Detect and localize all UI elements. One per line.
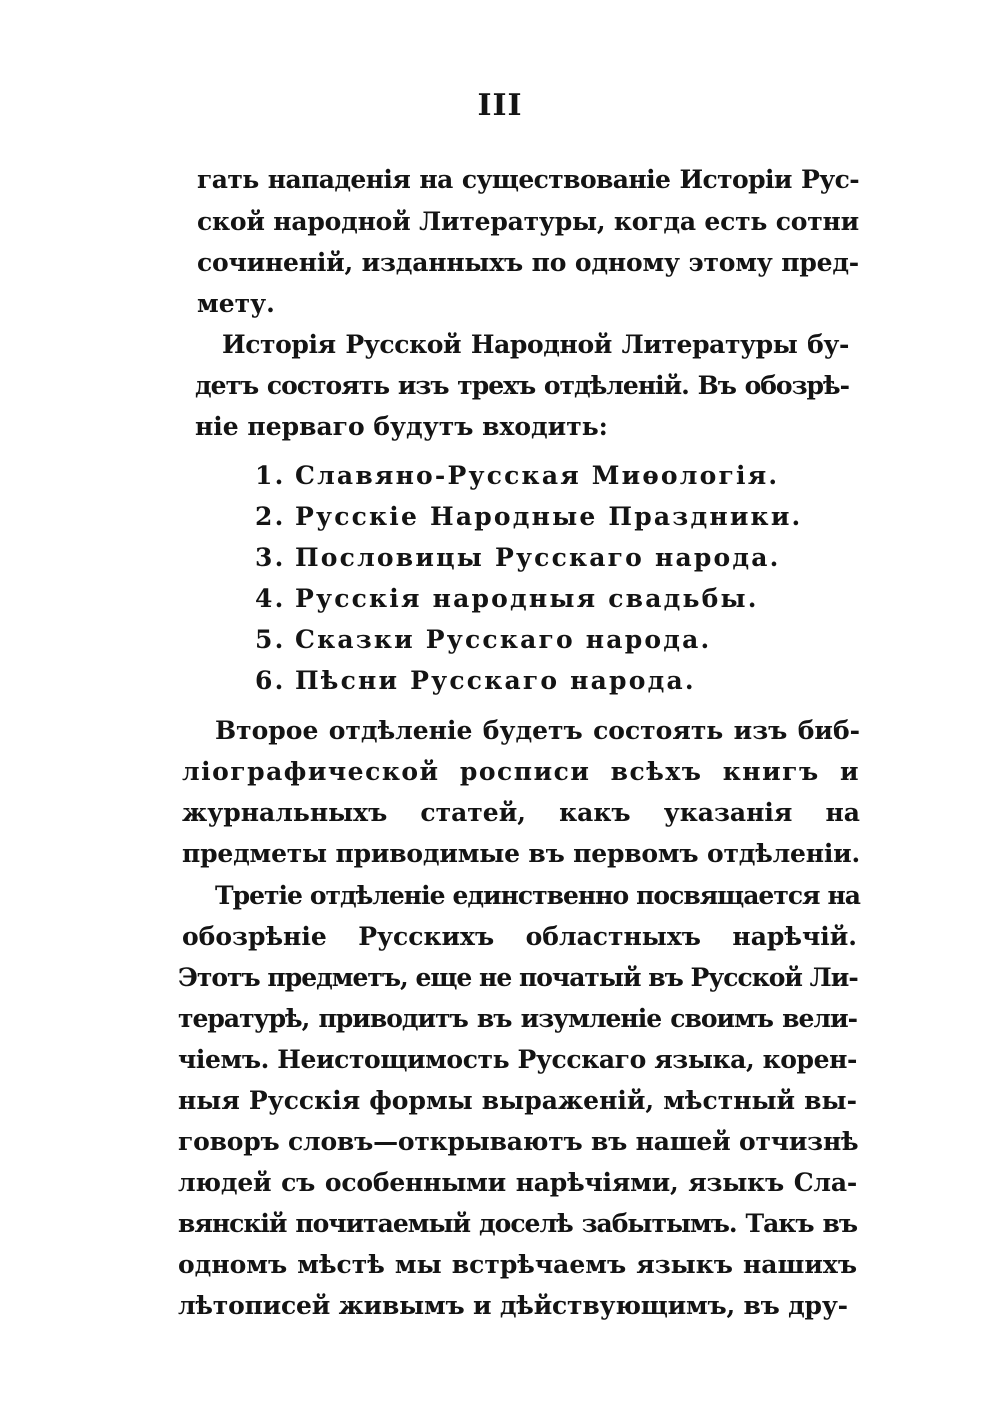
- list-item-text: Сказки Русскаго народа.: [295, 625, 712, 654]
- list-item: [255, 624, 711, 656]
- text-line: мету.: [197, 289, 275, 318]
- list-item: [255, 665, 696, 697]
- list-item: [255, 583, 759, 615]
- page-number: III: [477, 88, 523, 123]
- list-item-number: 1.: [255, 461, 286, 490]
- text-line: ніе перваго будутъ входить:: [195, 412, 608, 441]
- list-item: [255, 542, 781, 574]
- text-line: гать нападенія на существованіе Исторіи Рус-: [197, 165, 859, 194]
- text-line: одномъ мѣстѣ мы встрѣчаемъ языкъ нашихъ: [178, 1250, 857, 1279]
- list-item-number: 5.: [255, 625, 286, 654]
- text-line: Исторія Русской Народной Литературы бу-: [222, 330, 849, 359]
- list-item-number: 4.: [255, 584, 286, 613]
- text-line: вянскій почитаемый доселѣ забытымъ. Такъ въ: [178, 1209, 857, 1238]
- text-line: журнальныхъ статей, какъ указанія на: [182, 798, 860, 827]
- text-line: обозрѣніе Русскихъ областныхъ нарѣчій.: [182, 922, 857, 951]
- text-line: людей съ особенными нарѣчіями, языкъ Сла-: [178, 1168, 857, 1197]
- list-item-text: Славяно-Русская Миѳологія.: [295, 461, 780, 490]
- list-item-number: 3.: [255, 543, 286, 572]
- text-line: говоръ словъ—открываютъ въ нашей отчизнѣ: [178, 1127, 859, 1156]
- text-line: ліографической росписи всѣхъ книгъ и: [182, 757, 860, 786]
- text-line: ныя Русскія формы выраженій, мѣстный вы-: [178, 1086, 857, 1115]
- list-item-text: Пѣсни Русскаго народа.: [295, 666, 696, 695]
- text-line: тературѣ, приводитъ въ изумленіе своимъ вели-: [178, 1004, 857, 1033]
- text-line: сочиненій, изданныхъ по одному этому пред-: [197, 248, 859, 277]
- text-line: детъ состоять изъ трехъ отдѣленій. Въ обозрѣ-: [195, 371, 849, 400]
- text-line: ской народной Литературы, когда есть сотни: [197, 207, 859, 236]
- text-line: Второе отдѣленіе будетъ состоять изъ биб-: [215, 716, 860, 745]
- text-line: лѣтописей живымъ и дѣйствующимъ, въ дру-: [178, 1291, 848, 1320]
- text-line: чіемъ. Неистощимость Русскаго языка, корен-: [178, 1045, 857, 1074]
- list-item-text: Пословицы Русскаго народа.: [295, 543, 781, 572]
- list-item-text: Русскіе Народные Праздники.: [295, 502, 803, 531]
- list-item-number: 6.: [255, 666, 286, 695]
- list-item-text: Русскія народныя свадьбы.: [295, 584, 759, 613]
- list-item: [255, 501, 802, 533]
- text-line: предметы приводимые въ первомъ отдѣленіи.: [182, 839, 860, 868]
- text-line: Этотъ предметъ, еще не початый въ Русской Ли-: [178, 963, 858, 992]
- list-item-number: 2.: [255, 502, 286, 531]
- text-line: Третіе отдѣленіе единственно посвящается на: [215, 881, 860, 910]
- list-item: [255, 460, 779, 492]
